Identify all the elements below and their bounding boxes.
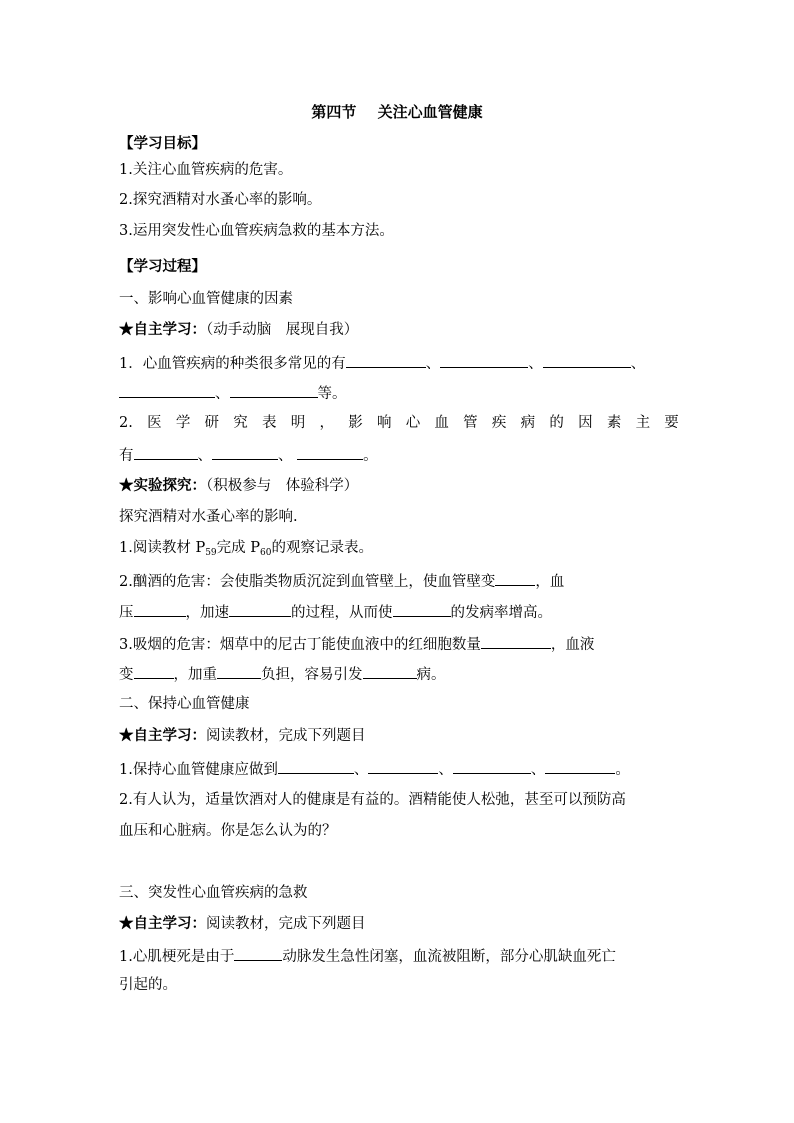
part2-self-study <box>119 726 679 746</box>
answer-blank[interactable] <box>212 444 278 460</box>
part2-question-1: 1.保持心血管健康应做到 、 、 、 。 <box>119 758 679 780</box>
answer-blank[interactable] <box>453 758 531 774</box>
part1-question-1-cont: 、 等。 <box>119 382 679 404</box>
experiment-step-2-cont: 压 ，加速 的过程，从而使 的发病率增高。 <box>119 601 679 623</box>
self-study-note: 阅读教材，完成下列题目 <box>206 728 366 744</box>
part2-question-2-cont: 血压和心脏病。你是怎么认为的？ <box>119 823 337 839</box>
page-title <box>0 102 794 122</box>
part1-question-1: 1．心血管疾病的种类很多常见的有 、 、 、 <box>119 352 679 374</box>
part2-question-2: 2.有人认为，适量饮酒对人的健康是有益的。酒精能使人松弛，甚至可以预防高 <box>119 792 626 808</box>
answer-blank[interactable] <box>278 758 354 774</box>
part1-self-study <box>119 320 679 340</box>
answer-blank[interactable] <box>134 601 186 617</box>
experiment-step-3: 3.吸烟的危害：烟草中的尼古丁能使血液中的红细胞数量 ，血液 <box>119 633 679 655</box>
part1-experiment <box>119 476 679 496</box>
answer-blank[interactable] <box>545 758 615 774</box>
experiment-step-3-cont: 变 ，加重 负担，容易引发 病。 <box>119 663 679 685</box>
answer-blank[interactable] <box>119 382 215 398</box>
answer-blank[interactable] <box>297 444 363 460</box>
answer-blank[interactable] <box>346 352 426 368</box>
answer-blank[interactable] <box>229 601 291 617</box>
self-study-label: ★自主学习： <box>119 915 206 932</box>
answer-blank[interactable] <box>495 570 535 586</box>
answer-blank[interactable] <box>363 663 417 679</box>
self-study-label: ★自主学习： <box>119 727 206 744</box>
process-heading: 【学习过程】 <box>119 258 206 275</box>
part1-heading: 一、影响心血管健康的因素 <box>119 291 293 307</box>
answer-blank[interactable] <box>440 352 528 368</box>
experiment-note: （积极参与 体验科学） <box>206 478 359 494</box>
part3-question-1-cont: 引起的。 <box>119 977 177 993</box>
answer-blank[interactable] <box>134 663 174 679</box>
self-study-note: 阅读教材，完成下列题目 <box>206 916 366 932</box>
title-name: 关注心血管健康 <box>377 103 483 121</box>
part3-heading: 三、突发性心血管疾病的急救 <box>119 885 308 901</box>
experiment-label: ★实验探究： <box>119 477 206 494</box>
goal-item-3: 3.运用突发性心血管疾病急救的基本方法。 <box>119 223 394 239</box>
goals-heading: 【学习目标】 <box>119 135 206 152</box>
part1-question-2-cont: 有 、 、 。 <box>119 444 679 466</box>
answer-blank[interactable] <box>234 945 282 961</box>
part3-self-study <box>119 914 679 934</box>
experiment-topic: 探究酒精对水蚤心率的影响. <box>119 509 298 525</box>
experiment-step-1: 1.阅读教材 $P_{59}$完成 $P_{60}$的观察记录表。 <box>119 540 373 558</box>
self-study-label: ★自主学习： <box>119 321 206 338</box>
answer-blank[interactable] <box>368 758 438 774</box>
part3-question-1: 1.心肌梗死是由于 动脉发生急性闭塞，血流被阻断，部分心肌缺血死亡 <box>119 945 679 967</box>
goal-item-2: 2.探究酒精对水蚤心率的影响。 <box>119 192 322 208</box>
answer-blank[interactable] <box>217 663 261 679</box>
experiment-step-2: 2.酗酒的危害：会使脂类物质沉淀到血管壁上，使血管壁变 ，血 <box>119 570 679 592</box>
self-study-note: （动手动脑 展现自我） <box>206 322 359 338</box>
part1-question-2: 2. 医 学 研 究 表 明 ， 影 响 心 血 管 疾 病 的 因 素 主 要 <box>119 415 679 431</box>
answer-blank[interactable] <box>393 601 451 617</box>
title-section: 第四节 <box>311 103 357 121</box>
goal-item-1: 1.关注心血管疾病的危害。 <box>119 162 293 178</box>
part2-heading: 二、保持心血管健康 <box>119 696 250 712</box>
answer-blank[interactable] <box>543 352 631 368</box>
answer-blank[interactable] <box>481 633 551 649</box>
answer-blank[interactable] <box>134 444 198 460</box>
answer-blank[interactable] <box>230 382 318 398</box>
